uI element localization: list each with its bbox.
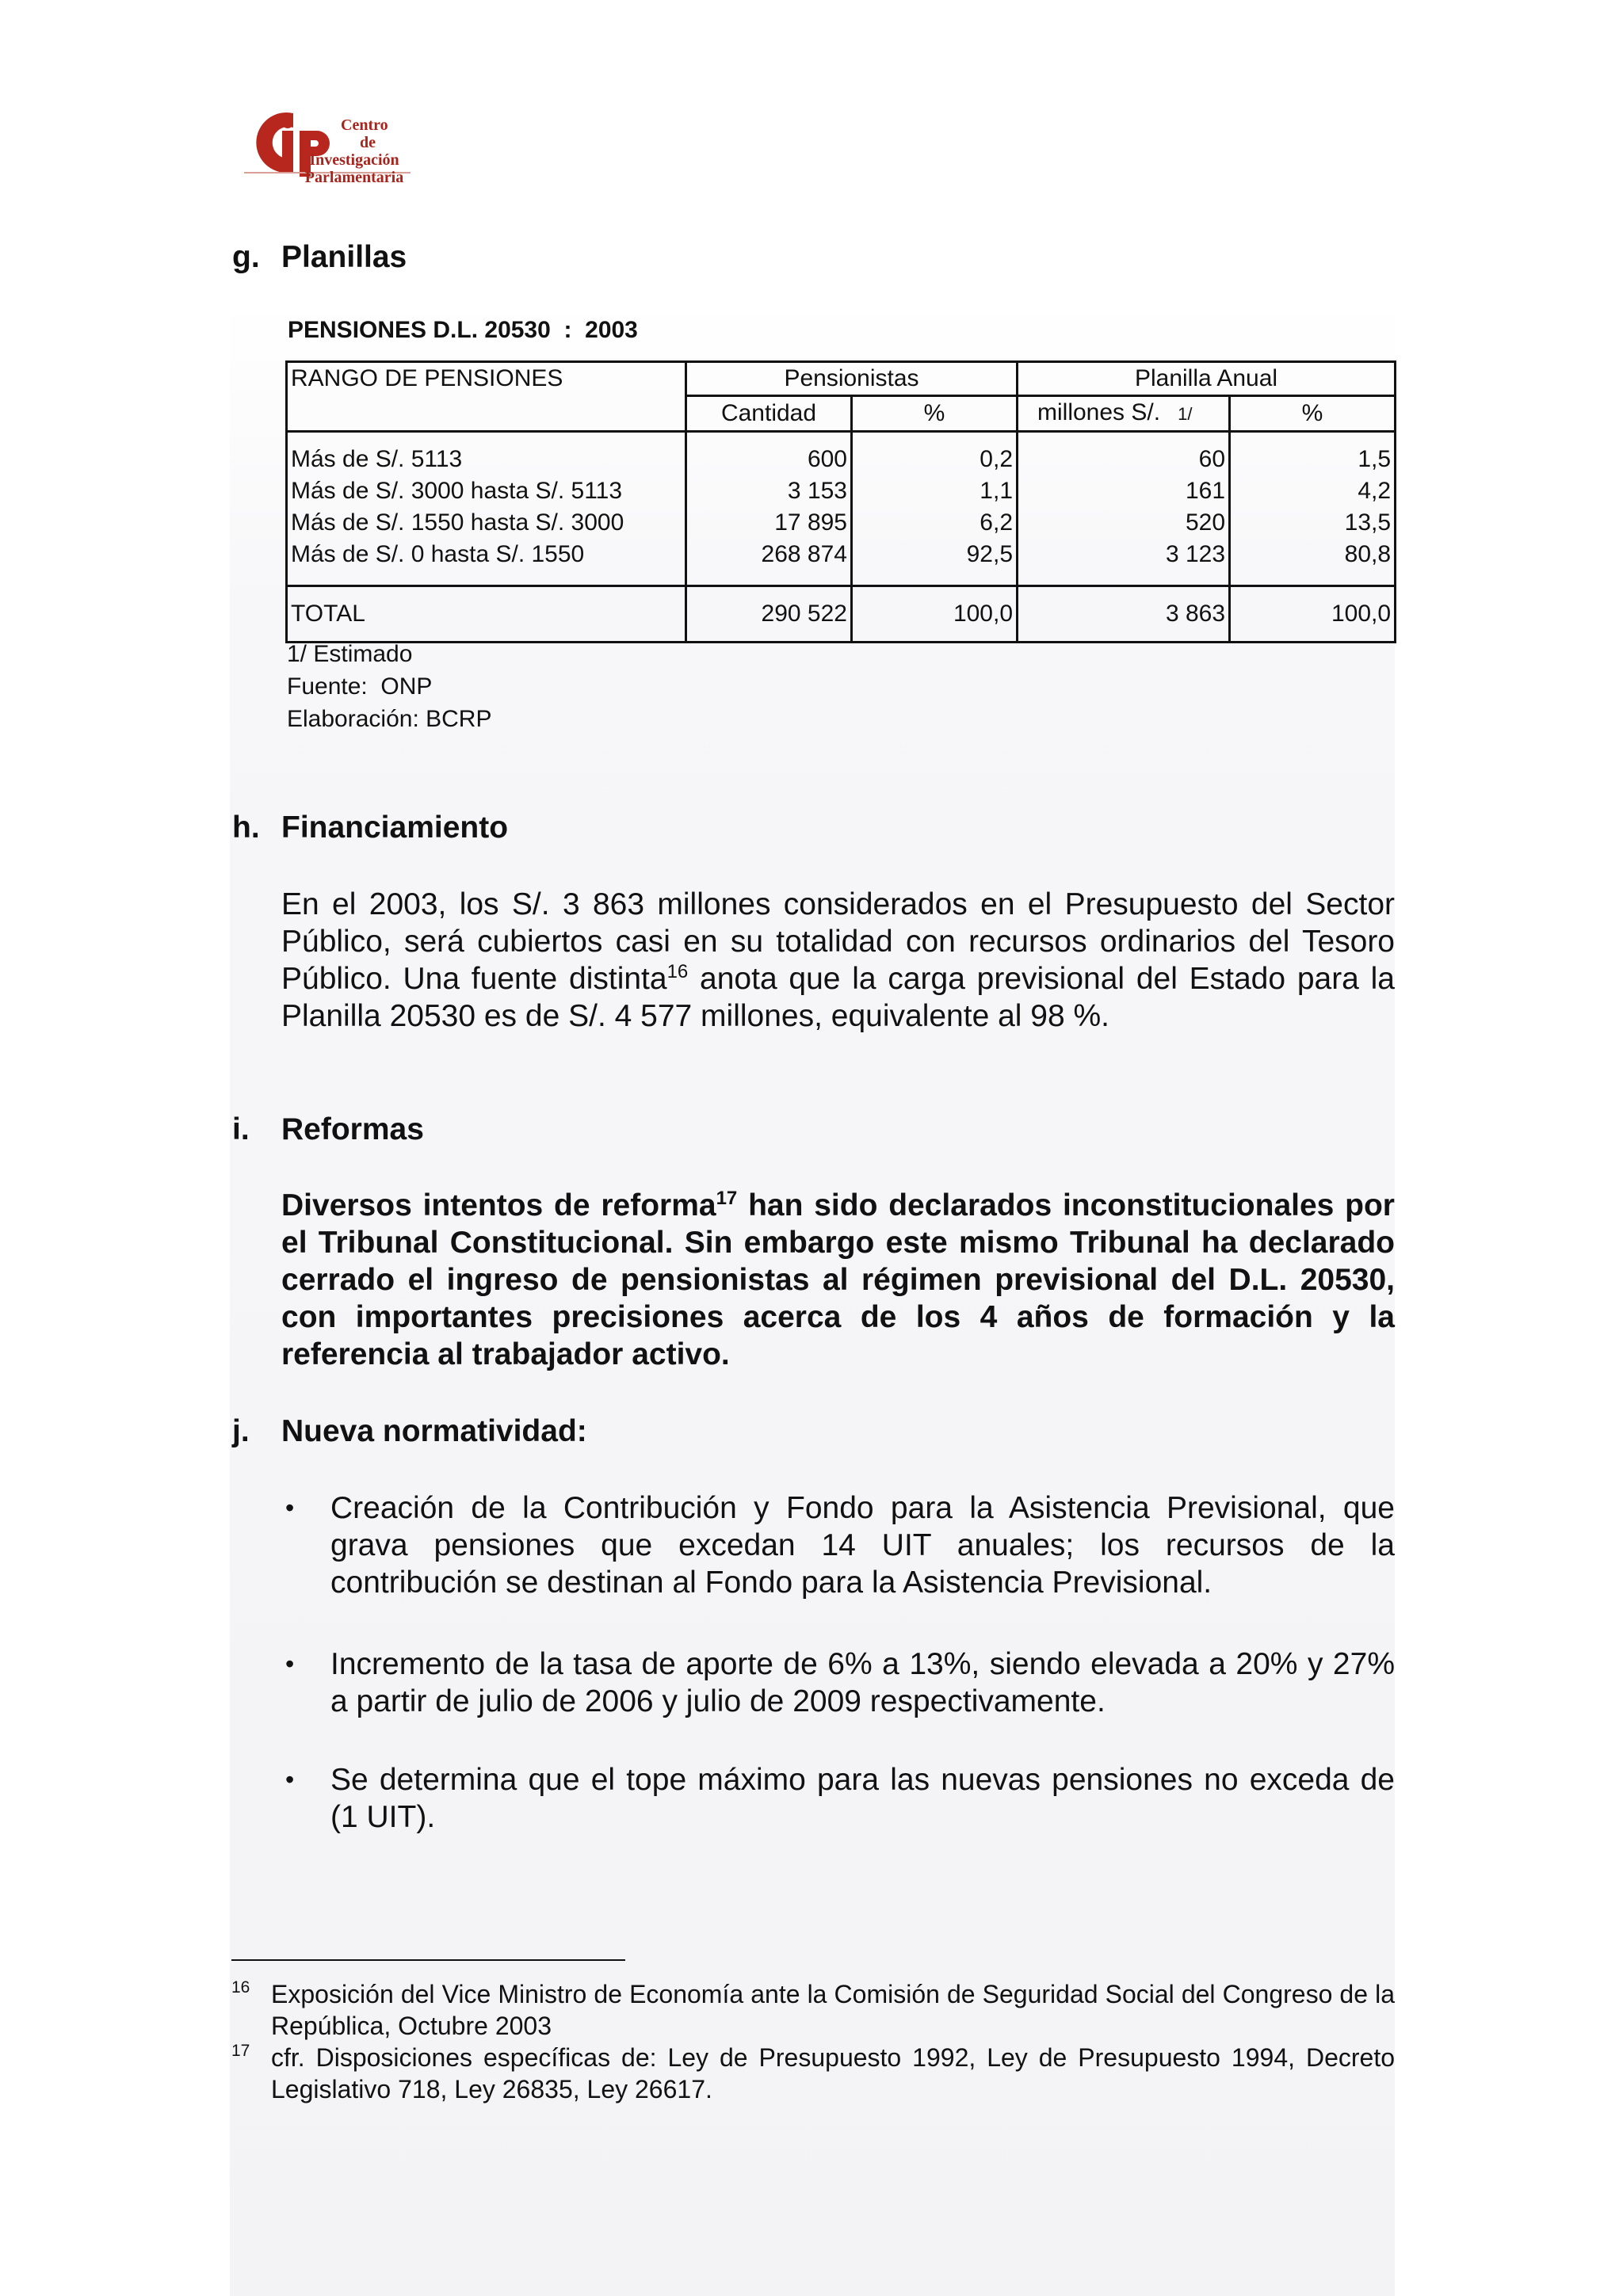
section-j-letter: j. xyxy=(232,1414,250,1448)
section-j-title: Nueva normatividad: xyxy=(281,1414,587,1448)
footnote-16 xyxy=(231,1978,1395,2042)
reformas-paragraph xyxy=(281,1187,1395,1373)
list-item xyxy=(281,1489,1395,1601)
bullet-dot: • xyxy=(285,1765,295,1794)
cip-logo xyxy=(238,99,420,202)
cell-pct: 1,1 xyxy=(852,475,1018,507)
pensions-table xyxy=(285,360,1396,643)
reformas-text-2: han sido declarados inconstitucionales por el Tribunal Constitucional. Sin embargo este mismo Tribunal ha declarado cerrado el ingreso de pensionistas al régimen previsional del D.L. 20530, con importantes precisiones acerca de los 4 años de formación y la referencia al trabajador activo. xyxy=(281,1188,1395,1371)
subheader-millones xyxy=(1018,396,1230,432)
footnote-17 xyxy=(231,2042,1395,2105)
footnote-ref-16: 16 xyxy=(666,961,689,982)
cell-pct: 92,5 xyxy=(852,539,1018,570)
footnote-text: Exposición del Vice Ministro de Economía ante la Comisión de Seguridad Social del Congreso de la República, Octubre 2003 xyxy=(271,1980,1395,2040)
note-elaboracion: Elaboración: BCRP xyxy=(287,706,492,732)
financiamiento-text-2: anota que la carga previsional del Estado para la Planilla 20530 es de S/. 4 577 millones, equivalente al 98 %. xyxy=(281,962,1395,1033)
subheader-millones-label: millones S/. xyxy=(1037,399,1161,425)
cell-pct: 0,2 xyxy=(852,444,1018,475)
cell-millones: 60 xyxy=(1018,444,1230,475)
cell-cantidad: 268 874 xyxy=(686,539,852,570)
cell-millones: 161 xyxy=(1018,475,1230,507)
reformas-text-1: Diversos intentos de reforma xyxy=(281,1188,716,1222)
financiamiento-text-1: En el 2003, los S/. 3 863 millones considerados en el Presupuesto del Sector Público, será cubiertos casi en su totalidad con recursos ordinarios del Tesoro Público. Una fuente distinta xyxy=(281,887,1395,996)
logo-line-3: Investigación xyxy=(309,151,399,169)
section-i-letter: i. xyxy=(232,1112,250,1146)
cell-pct2: 80,8 xyxy=(1230,539,1396,570)
footnote-divider xyxy=(231,1959,625,1961)
cell-pct2: 13,5 xyxy=(1230,507,1396,539)
logo-line-1: Centro xyxy=(341,116,388,134)
cell-cantidad: 600 xyxy=(686,444,852,475)
table-row xyxy=(287,475,1396,507)
subheader-millones-note: 1/ xyxy=(1178,404,1193,424)
total-label: TOTAL xyxy=(287,586,686,643)
cell-millones: 3 123 xyxy=(1018,539,1230,570)
table-title: PENSIONES D.L. 20530 : 2003 xyxy=(288,317,638,343)
note-fuente: Fuente: ONP xyxy=(287,673,433,700)
cell-rango: Más de S/. 0 hasta S/. 1550 xyxy=(287,539,686,570)
footnote-ref-17: 17 xyxy=(716,1188,738,1209)
table-notes xyxy=(287,638,491,735)
bullet-dot: • xyxy=(285,1493,295,1522)
cell-rango: Más de S/. 3000 hasta S/. 5113 xyxy=(287,475,686,507)
list-item-text: Creación de la Contribución y Fondo para la Asistencia Previsional, que grava pensiones que excedan 14 UIT anuales; los recursos de la contribución se destinan al Fondo para la Asistencia Previsional. xyxy=(330,1491,1395,1600)
list-item xyxy=(281,1761,1395,1836)
financiamiento-paragraph xyxy=(281,886,1395,1035)
cell-rango: Más de S/. 5113 xyxy=(287,444,686,475)
cell-pct2: 4,2 xyxy=(1230,475,1396,507)
logo-line-2: de xyxy=(360,134,376,151)
cell-cantidad: 3 153 xyxy=(686,475,852,507)
total-pct: 100,0 xyxy=(852,586,1018,643)
note-estimado: 1/ Estimado xyxy=(287,641,413,667)
list-item xyxy=(281,1646,1395,1720)
subheader-cantidad: Cantidad xyxy=(686,396,852,432)
footnote-number: 17 xyxy=(231,2042,250,2060)
cell-pct: 6,2 xyxy=(852,507,1018,539)
list-item-text: Incremento de la tasa de aporte de 6% a 13%, siendo elevada a 20% y 27% a partir de julio de 2006 y julio de 2009 respectivamente. xyxy=(330,1647,1395,1718)
header-planilla-anual: Planilla Anual xyxy=(1018,362,1396,396)
cell-cantidad: 17 895 xyxy=(686,507,852,539)
cell-millones: 520 xyxy=(1018,507,1230,539)
section-g-letter: g. xyxy=(232,240,260,274)
table-row xyxy=(287,507,1396,539)
footnote-number: 16 xyxy=(231,1978,250,1997)
section-g-title: Planillas xyxy=(281,240,407,274)
bullet-dot: • xyxy=(285,1650,295,1678)
table-row xyxy=(287,539,1396,570)
table-total-row xyxy=(287,586,1396,643)
section-h-letter: h. xyxy=(232,810,260,845)
logo-line-4: Parlamentaria xyxy=(304,169,404,186)
header-pensionistas: Pensionistas xyxy=(686,362,1018,396)
header-range: RANGO DE PENSIONES xyxy=(287,362,686,432)
subheader-pct-pensionistas: % xyxy=(852,396,1018,432)
total-millones: 3 863 xyxy=(1018,586,1230,643)
cell-rango: Más de S/. 1550 hasta S/. 3000 xyxy=(287,507,686,539)
total-cantidad: 290 522 xyxy=(686,586,852,643)
cell-pct2: 1,5 xyxy=(1230,444,1396,475)
section-h-title: Financiamiento xyxy=(281,810,509,845)
section-i-title: Reformas xyxy=(281,1112,424,1146)
list-item-text: Se determina que el tope máximo para las nuevas pensiones no exceda de (1 UIT). xyxy=(330,1763,1395,1834)
total-pct2: 100,0 xyxy=(1230,586,1396,643)
table-row xyxy=(287,444,1396,475)
footnote-text: cfr. Disposiciones específicas de: Ley de Presupuesto 1992, Ley de Presupuesto 1994, Decreto Legislativo 718, Ley 26835, Ley 26617. xyxy=(271,2043,1395,2103)
subheader-pct-planilla: % xyxy=(1230,396,1396,432)
